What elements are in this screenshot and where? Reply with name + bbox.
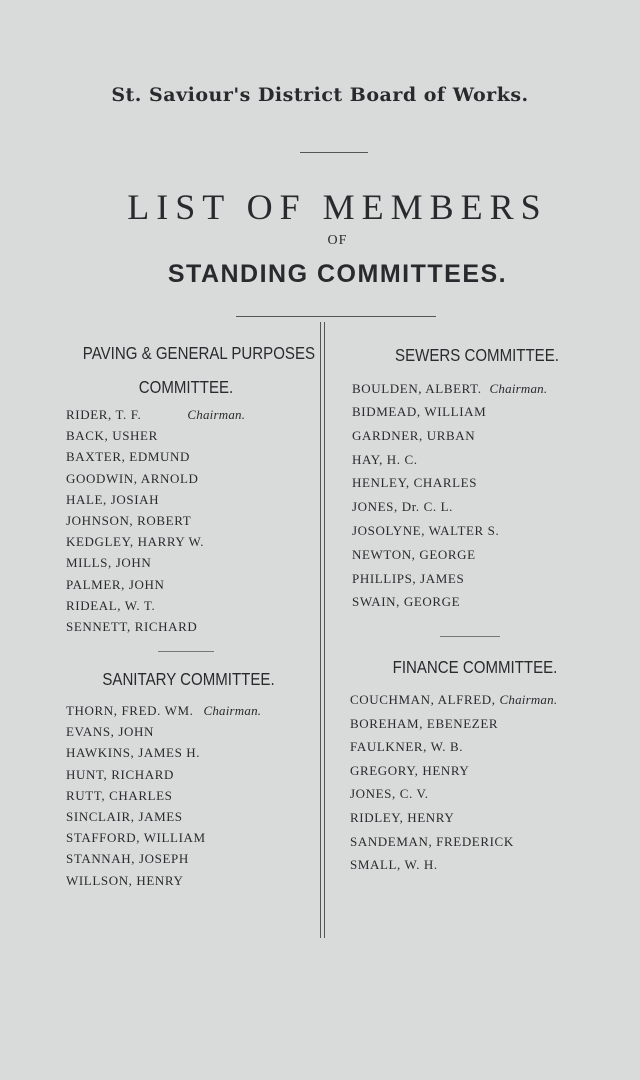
- list-item: WILLSON, HENRY: [66, 872, 184, 888]
- list-item: RUTT, CHARLES: [66, 787, 173, 803]
- list-item: JONES, C. V.: [350, 786, 429, 802]
- list-item: HALE, JOSIAH: [66, 491, 160, 507]
- chairman-name: THORN, FRED. WM.: [66, 703, 194, 718]
- list-item: FAULKNER, W. B.: [350, 739, 464, 755]
- header-rule: [300, 152, 368, 153]
- list-item: PALMER, JOHN: [66, 576, 165, 592]
- chairman-name: COUCHMAN, ALFRED,: [350, 692, 496, 707]
- list-item: GREGORY, HENRY: [350, 762, 470, 778]
- list-item: PHILLIPS, JAMES: [352, 570, 465, 586]
- list-item: KEDGLEY, HARRY W.: [66, 534, 205, 550]
- sanitary-committee: [66, 666, 311, 891]
- chairman-name: BOULDEN, ALBERT.: [352, 381, 482, 396]
- list-item: SANDEMAN, FREDERICK: [350, 833, 514, 849]
- paving-member-list: [66, 404, 306, 637]
- chairman-role: Chairman.: [203, 703, 262, 718]
- list-item: RIDLEY, HENRY: [350, 809, 455, 825]
- list-item: SINCLAIR, JAMES: [66, 809, 183, 825]
- list-item: RIDEAL, W. T.: [66, 597, 156, 613]
- list-item: NEWTON, GEORGE: [352, 546, 476, 562]
- column-divider-left: [320, 322, 321, 938]
- paving-committee: [66, 340, 316, 637]
- list-item: GOODWIN, ARNOLD: [66, 470, 199, 486]
- chairman-role: Chairman.: [499, 692, 558, 707]
- paving-sanitary-divider: [158, 651, 214, 652]
- paving-heading-line1: PAVING & GENERAL PURPOSES: [82, 343, 316, 363]
- page-title: LIST OF MEMBERS: [127, 187, 548, 227]
- list-item: STAFFORD, WILLIAM: [66, 830, 206, 846]
- finance-chairman: [350, 688, 600, 712]
- list-item: EVANS, JOHN: [66, 724, 154, 740]
- list-item: HUNT, RICHARD: [66, 766, 174, 782]
- list-item: JOHNSON, ROBERT: [66, 513, 192, 529]
- list-item: JONES, Dr. C. L.: [352, 499, 453, 515]
- list-item: GARDNER, URBAN: [352, 427, 476, 443]
- chairman-role: Chairman.: [187, 407, 246, 422]
- sewers-committee: [352, 340, 602, 614]
- finance-heading: FINANCE COMMITTEE.: [392, 657, 558, 677]
- list-item: SMALL, W. H.: [350, 857, 438, 873]
- paving-heading-line2: COMMITTEE.: [138, 377, 234, 397]
- list-item: BOREHAM, EBENEZER: [350, 715, 499, 731]
- sanitary-member-list: [66, 700, 311, 891]
- list-item: MILLS, JOHN: [66, 555, 152, 571]
- list-item: HAY, H. C.: [352, 451, 418, 467]
- sewers-finance-divider: [440, 636, 500, 637]
- column-divider-right: [324, 322, 325, 938]
- title-connector: OF: [327, 233, 348, 248]
- finance-committee: [350, 654, 600, 877]
- list-item: SWAIN, GEORGE: [352, 594, 461, 610]
- board-header: St. Saviour's District Board of Works.: [111, 84, 529, 106]
- list-item: JOSOLYNE, WALTER S.: [352, 522, 500, 538]
- subtitle-rule: [236, 316, 436, 317]
- list-item: HAWKINS, JAMES H.: [66, 745, 201, 761]
- list-item: HENLEY, CHARLES: [352, 475, 478, 491]
- chairman-role: Chairman.: [489, 381, 548, 396]
- sanitary-chairman: [66, 700, 311, 721]
- sewers-chairman: [352, 377, 602, 400]
- list-item: BAXTER, EDMUND: [66, 449, 190, 465]
- chairman-name: RIDER, T. F.: [66, 407, 142, 422]
- sewers-heading: SEWERS COMMITTEE.: [395, 345, 559, 365]
- list-item: BACK, USHER: [66, 428, 158, 444]
- list-item: SENNETT, RICHARD: [66, 619, 198, 635]
- paving-chairman: [66, 404, 306, 425]
- finance-member-list: [350, 688, 600, 877]
- page-subtitle: STANDING COMMITTEES.: [167, 260, 508, 288]
- list-item: STANNAH, JOSEPH: [66, 851, 189, 867]
- list-item: BIDMEAD, WILLIAM: [352, 404, 487, 419]
- sewers-member-list: [352, 377, 602, 614]
- sanitary-heading: SANITARY COMMITTEE.: [102, 669, 275, 689]
